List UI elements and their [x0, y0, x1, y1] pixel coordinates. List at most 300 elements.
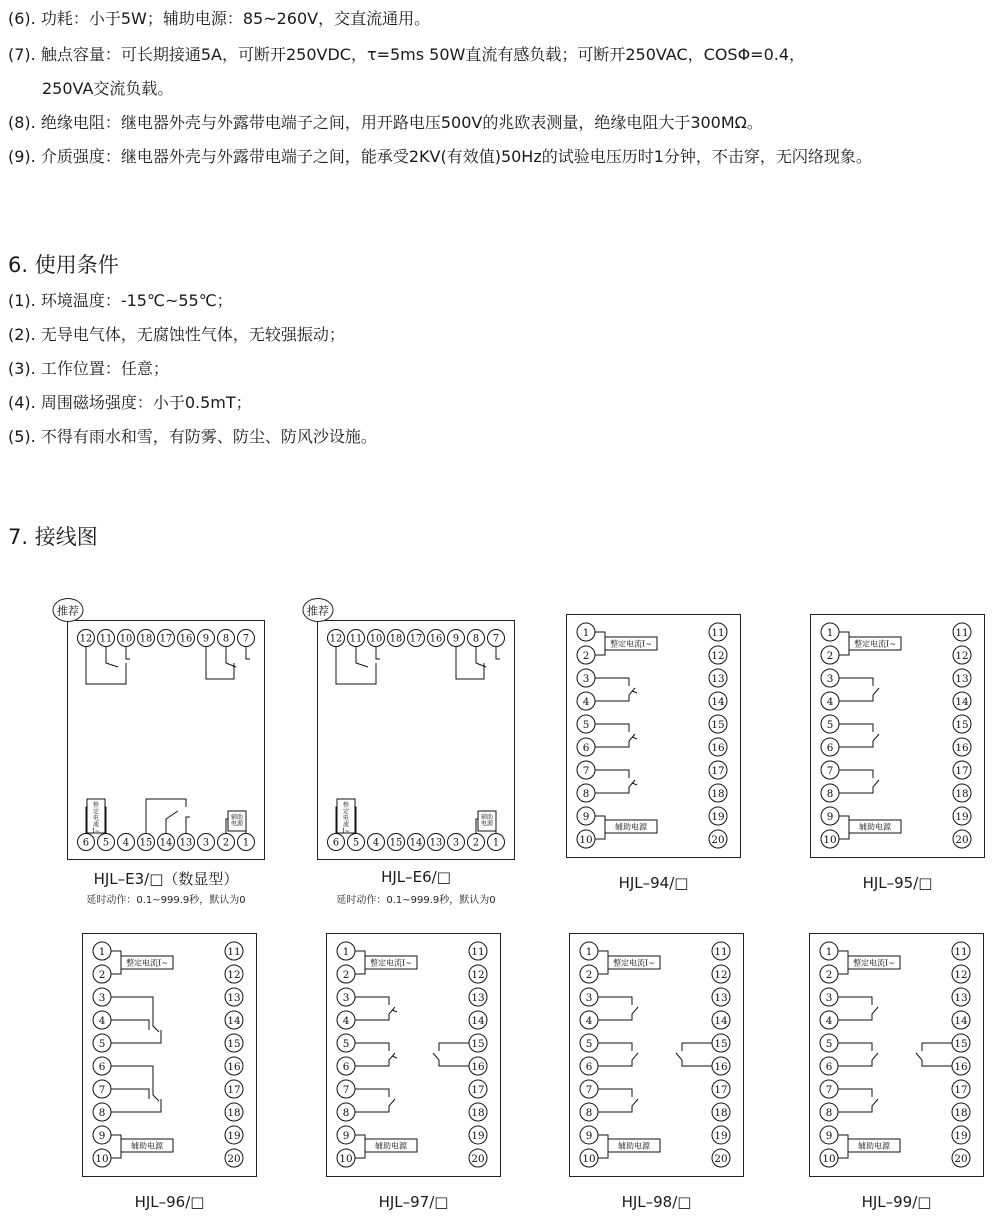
condition-item: (4). 周围磁场强度：小于0.5mT；	[8, 393, 252, 412]
wire	[111, 1020, 149, 1030]
terminal-number: 9	[98, 1129, 106, 1142]
terminal	[469, 1080, 487, 1098]
wire	[595, 816, 605, 820]
terminal	[952, 942, 970, 960]
terminal-number: 12	[79, 633, 93, 645]
terminal-number: 8	[342, 1106, 350, 1119]
terminal-number: 14	[159, 837, 173, 849]
terminal-number: 8	[585, 1106, 593, 1119]
terminal-number: 3	[98, 991, 106, 1004]
terminal	[580, 988, 598, 1006]
terminal	[821, 715, 839, 733]
terminal	[580, 1149, 598, 1167]
caption-hjl-99: HJL–99/□	[861, 1193, 932, 1211]
wire	[166, 811, 178, 834]
terminal	[820, 1034, 838, 1052]
terminal-number: 19	[954, 1129, 968, 1142]
terminal	[138, 834, 155, 851]
terminal	[328, 834, 345, 851]
terminal-number: 19	[227, 1129, 241, 1142]
terminal	[468, 630, 485, 647]
terminal-number: 20	[711, 833, 725, 846]
terminal-number: 18	[711, 787, 725, 800]
svg-text:整定电流I~: 整定电流I~	[370, 958, 412, 968]
label-box	[608, 1139, 660, 1152]
wire	[838, 1089, 872, 1097]
label-box	[228, 811, 246, 831]
terminal	[337, 1080, 355, 1098]
terminal	[580, 1011, 598, 1029]
terminal-number: 8	[222, 633, 230, 645]
terminal-number: 1	[826, 626, 834, 639]
terminal-number: 17	[954, 1083, 968, 1096]
terminal-number: 4	[825, 1014, 833, 1027]
terminal	[712, 988, 730, 1006]
wire	[839, 770, 873, 778]
terminal	[953, 669, 971, 687]
terminal-number: 7	[98, 1083, 106, 1096]
terminal	[709, 784, 727, 802]
terminal-number: 3	[585, 991, 593, 1004]
terminal	[580, 1103, 598, 1121]
condition-item: (2). 无导电气体，无腐蚀性气体，无较强振动；	[8, 325, 345, 344]
wire	[111, 951, 121, 956]
terminal	[469, 1149, 487, 1167]
svg-text:推荐: 推荐	[57, 604, 79, 618]
terminal	[225, 1103, 243, 1121]
terminal	[337, 1057, 355, 1075]
wire	[111, 969, 121, 974]
wire	[595, 734, 635, 747]
terminal-number: 17	[227, 1083, 241, 1096]
terminal	[118, 834, 135, 851]
terminal	[388, 630, 405, 647]
terminal-number: 4	[342, 1014, 350, 1027]
section-7-title: 7. 接线图	[8, 525, 98, 549]
wire	[682, 1043, 712, 1051]
terminal-number: 2	[582, 649, 590, 662]
wire	[839, 688, 879, 701]
terminal	[408, 630, 425, 647]
terminal-number: 19	[471, 1129, 485, 1142]
wire	[598, 1053, 638, 1066]
terminal-number: 20	[955, 833, 969, 846]
terminal-number: 10	[579, 833, 593, 846]
wire	[111, 1152, 121, 1158]
svg-text:辅助电源: 辅助电源	[615, 822, 647, 832]
terminal-number: 1	[582, 626, 590, 639]
label-box	[608, 956, 660, 969]
wiring-svg	[68, 621, 266, 861]
terminal	[337, 988, 355, 1006]
terminal	[820, 942, 838, 960]
terminal	[98, 630, 115, 647]
wire	[839, 650, 849, 655]
terminal-number: 17	[955, 764, 969, 777]
terminal-number: 2	[222, 837, 230, 849]
wire	[838, 1007, 878, 1020]
terminal	[709, 692, 727, 710]
wire	[439, 1043, 469, 1051]
terminal-number: 15	[139, 837, 153, 849]
svg-text:I~: I~	[342, 828, 350, 835]
terminal-number: 14	[711, 695, 725, 708]
terminal-number: 12	[227, 968, 241, 981]
terminal-number: 16	[227, 1060, 241, 1073]
caption-hjl-e6: HJL–E6/□	[381, 868, 451, 886]
terminal	[709, 830, 727, 848]
terminal	[469, 988, 487, 1006]
terminal-number: 19	[714, 1129, 728, 1142]
terminal-number: 11	[227, 945, 241, 958]
terminal	[469, 1011, 487, 1029]
wiring-diagram-hjl-96	[82, 933, 257, 1177]
svg-text:流: 流	[92, 821, 100, 829]
terminal	[469, 1126, 487, 1144]
terminal	[821, 784, 839, 802]
terminal	[712, 1080, 730, 1098]
terminal	[178, 630, 195, 647]
spec-power: (6). 功耗：小于5W；辅助电源：85~260V，交直流通用。	[8, 9, 431, 28]
svg-text:电源: 电源	[480, 820, 494, 828]
terminal	[468, 834, 485, 851]
wiring-svg	[83, 934, 258, 1178]
terminal	[118, 630, 135, 647]
terminal	[709, 715, 727, 733]
terminal-number: 3	[202, 837, 210, 849]
terminal-number: 16	[955, 741, 969, 754]
terminal-number: 9	[202, 633, 210, 645]
terminal-number: 15	[471, 1037, 485, 1050]
terminal	[577, 669, 595, 687]
terminal	[488, 834, 505, 851]
terminal	[238, 834, 255, 851]
terminal-number: 18	[227, 1106, 241, 1119]
terminal-number: 18	[954, 1106, 968, 1119]
terminal-number: 4	[582, 695, 590, 708]
terminal	[337, 1103, 355, 1121]
terminal-number: 12	[329, 633, 343, 645]
section-6-title: 6. 使用条件	[8, 253, 119, 277]
terminal	[225, 1011, 243, 1029]
wire	[632, 783, 637, 785]
svg-text:整定电流I~: 整定电流I~	[854, 639, 896, 649]
terminal-number: 6	[826, 741, 834, 754]
svg-text:整定电流I~: 整定电流I~	[853, 958, 895, 968]
svg-text:定: 定	[342, 808, 350, 816]
wire	[355, 1135, 365, 1139]
terminal-number: 3	[826, 672, 834, 685]
terminal	[428, 630, 445, 647]
wire	[111, 1099, 161, 1112]
terminal	[408, 834, 425, 851]
terminal	[820, 1103, 838, 1121]
terminal-number: 3	[825, 991, 833, 1004]
svg-text:定: 定	[92, 808, 100, 816]
terminal	[93, 1149, 111, 1167]
terminal-number: 11	[471, 945, 485, 958]
svg-text:整: 整	[92, 802, 100, 809]
terminal	[952, 1149, 970, 1167]
wire	[916, 1053, 952, 1066]
terminal-number: 9	[342, 1129, 350, 1142]
wire	[598, 969, 608, 974]
svg-text:整定电流I~: 整定电流I~	[613, 958, 655, 968]
terminal-number: 4	[98, 1014, 106, 1027]
terminal-number: 16	[471, 1060, 485, 1073]
terminal-number: 15	[954, 1037, 968, 1050]
svg-text:辅助电源: 辅助电源	[859, 822, 891, 832]
terminal	[577, 646, 595, 664]
terminal-number: 15	[711, 718, 725, 731]
terminal	[93, 1034, 111, 1052]
terminal	[953, 692, 971, 710]
terminal	[712, 1011, 730, 1029]
terminal-number: 17	[714, 1083, 728, 1096]
caption-hjl-e3-sub: 延时动作：0.1~999.9秒，默认为0	[86, 895, 246, 906]
terminal-number: 19	[955, 810, 969, 823]
terminal	[580, 1034, 598, 1052]
wire	[595, 650, 605, 655]
terminal-number: 9	[585, 1129, 593, 1142]
wire	[839, 724, 873, 732]
terminal	[93, 1057, 111, 1075]
terminal	[93, 1011, 111, 1029]
label-box	[121, 1139, 173, 1152]
terminal	[712, 1103, 730, 1121]
wire	[392, 1056, 397, 1058]
terminal	[712, 1149, 730, 1167]
terminal-number: 17	[409, 633, 423, 645]
terminal-number: 20	[954, 1152, 968, 1165]
terminal-number: 12	[714, 968, 728, 981]
terminal-number: 10	[822, 1152, 836, 1165]
terminal-number: 5	[825, 1037, 833, 1050]
terminal-number: 16	[711, 741, 725, 754]
wire	[922, 1043, 952, 1051]
wire	[595, 688, 635, 701]
label-box	[848, 1139, 900, 1152]
svg-text:电: 电	[92, 815, 100, 822]
wiring-diagram-hjl-e3	[67, 620, 265, 860]
terminal	[712, 1057, 730, 1075]
terminal	[709, 623, 727, 641]
terminal-number: 17	[159, 633, 173, 645]
terminal-number: 1	[825, 945, 833, 958]
wire	[595, 724, 629, 732]
label-box	[478, 811, 496, 831]
wire	[598, 1043, 632, 1051]
terminal-number: 13	[955, 672, 969, 685]
terminal-number: 8	[98, 1106, 106, 1119]
terminal-number: 9	[452, 633, 460, 645]
terminal-number: 7	[342, 1083, 350, 1096]
terminal-number: 1	[342, 945, 350, 958]
terminal-number: 1	[242, 837, 250, 849]
wire	[839, 678, 873, 686]
terminal-number: 4	[122, 837, 130, 849]
terminal-number: 9	[825, 1129, 833, 1142]
terminal-number: 9	[582, 810, 590, 823]
label-box	[121, 956, 173, 969]
label-box	[605, 820, 657, 833]
terminal	[953, 784, 971, 802]
terminal	[821, 761, 839, 779]
terminal-number: 15	[714, 1037, 728, 1050]
terminal-number: 11	[954, 945, 968, 958]
terminal	[712, 942, 730, 960]
terminal-number: 2	[98, 968, 106, 981]
wire	[595, 678, 629, 686]
terminal-number: 18	[389, 633, 403, 645]
wire	[376, 647, 380, 660]
svg-text:整定电流I~: 整定电流I~	[126, 958, 168, 968]
terminal	[368, 834, 385, 851]
terminal	[709, 669, 727, 687]
wire	[355, 1053, 395, 1066]
terminal-number: 2	[585, 968, 593, 981]
terminal	[368, 630, 385, 647]
terminal-number: 2	[472, 837, 480, 849]
terminal	[225, 942, 243, 960]
terminal	[709, 646, 727, 664]
wire	[839, 833, 849, 839]
terminal	[952, 988, 970, 1006]
terminal	[488, 630, 505, 647]
wire	[355, 1152, 365, 1158]
wire	[355, 1099, 395, 1112]
wire	[838, 969, 848, 974]
terminal-number: 13	[954, 991, 968, 1004]
terminal-number: 7	[585, 1083, 593, 1096]
terminal-number: 5	[582, 718, 590, 731]
terminal-number: 5	[352, 837, 360, 849]
terminal	[337, 1011, 355, 1029]
terminal-number: 11	[955, 626, 969, 639]
terminal-number: 6	[342, 1060, 350, 1073]
terminal-number: 13	[179, 837, 193, 849]
terminal	[469, 942, 487, 960]
terminal	[820, 1057, 838, 1075]
terminal	[388, 834, 405, 851]
wire	[838, 951, 848, 956]
wiring-svg	[811, 615, 986, 859]
wire	[838, 1099, 878, 1112]
terminal-number: 13	[227, 991, 241, 1004]
terminal	[820, 988, 838, 1006]
svg-text:流: 流	[342, 821, 350, 829]
terminal-number: 7	[826, 764, 834, 777]
label-box	[87, 799, 105, 835]
wire	[839, 734, 879, 747]
terminal-number: 6	[585, 1060, 593, 1073]
wire	[838, 1152, 848, 1158]
terminal	[580, 1126, 598, 1144]
wire	[355, 997, 389, 1005]
terminal	[337, 1126, 355, 1144]
wiring-svg	[567, 615, 742, 859]
terminal-number: 6	[825, 1060, 833, 1073]
terminal-number: 10	[369, 633, 383, 645]
terminal	[93, 1126, 111, 1144]
wiring-svg	[327, 934, 502, 1178]
terminal-number: 15	[955, 718, 969, 731]
terminal-number: 1	[585, 945, 593, 958]
terminal	[225, 1034, 243, 1052]
wire	[392, 1010, 397, 1012]
terminal	[225, 1149, 243, 1167]
terminal-number: 6	[582, 741, 590, 754]
terminal	[198, 834, 215, 851]
wire	[595, 632, 605, 637]
terminal	[577, 830, 595, 848]
terminal-number: 19	[711, 810, 725, 823]
terminal	[712, 1034, 730, 1052]
wiring-diagram-hjl-95	[810, 614, 985, 858]
terminal-number: 7	[582, 764, 590, 777]
terminal-number: 8	[472, 633, 480, 645]
wire	[186, 817, 190, 834]
terminal-number: 3	[452, 837, 460, 849]
wire	[598, 1007, 638, 1020]
terminal	[98, 834, 115, 851]
terminal	[328, 630, 345, 647]
terminal	[225, 1126, 243, 1144]
terminal	[953, 715, 971, 733]
terminal-number: 2	[342, 968, 350, 981]
terminal-number: 15	[227, 1037, 241, 1050]
wire	[433, 1053, 469, 1066]
terminal-number: 2	[825, 968, 833, 981]
terminal-number: 16	[429, 633, 443, 645]
terminal-number: 15	[389, 837, 403, 849]
wire	[598, 1152, 608, 1158]
svg-text:辅助电源: 辅助电源	[618, 1141, 650, 1151]
terminal	[225, 1057, 243, 1075]
terminal-number: 12	[711, 649, 725, 662]
terminal	[577, 623, 595, 641]
terminal-number: 4	[826, 695, 834, 708]
wiring-diagram-hjl-94	[566, 614, 741, 858]
recommend-badge	[52, 597, 84, 623]
wire	[839, 780, 879, 793]
wire	[246, 647, 250, 660]
terminal	[158, 630, 175, 647]
terminal	[577, 807, 595, 825]
caption-hjl-97: HJL–97/□	[378, 1193, 449, 1211]
terminal	[712, 965, 730, 983]
spec-insulation: (8). 绝缘电阻：继电器外壳与外露带电端子之间，用开路电压500V的兆欧表测量，绝缘电阻大于300MΩ。	[8, 113, 763, 132]
svg-text:辅助电源: 辅助电源	[858, 1141, 890, 1151]
terminal	[93, 1080, 111, 1098]
terminal-number: 16	[179, 633, 193, 645]
svg-text:辅助电源: 辅助电源	[375, 1141, 407, 1151]
condition-item: (5). 不得有雨水和雪，有防雾、防尘、防风沙设施。	[8, 427, 377, 446]
wire	[111, 1135, 121, 1139]
terminal	[428, 834, 445, 851]
terminal	[448, 834, 465, 851]
svg-text:辅助: 辅助	[480, 814, 494, 821]
terminal-number: 10	[119, 633, 133, 645]
wire	[838, 1053, 878, 1066]
wire	[632, 691, 637, 693]
terminal	[577, 761, 595, 779]
wire	[598, 951, 608, 956]
wire	[839, 632, 849, 637]
terminal-number: 1	[492, 837, 500, 849]
wiring-svg	[318, 621, 516, 861]
wire	[355, 1007, 395, 1020]
